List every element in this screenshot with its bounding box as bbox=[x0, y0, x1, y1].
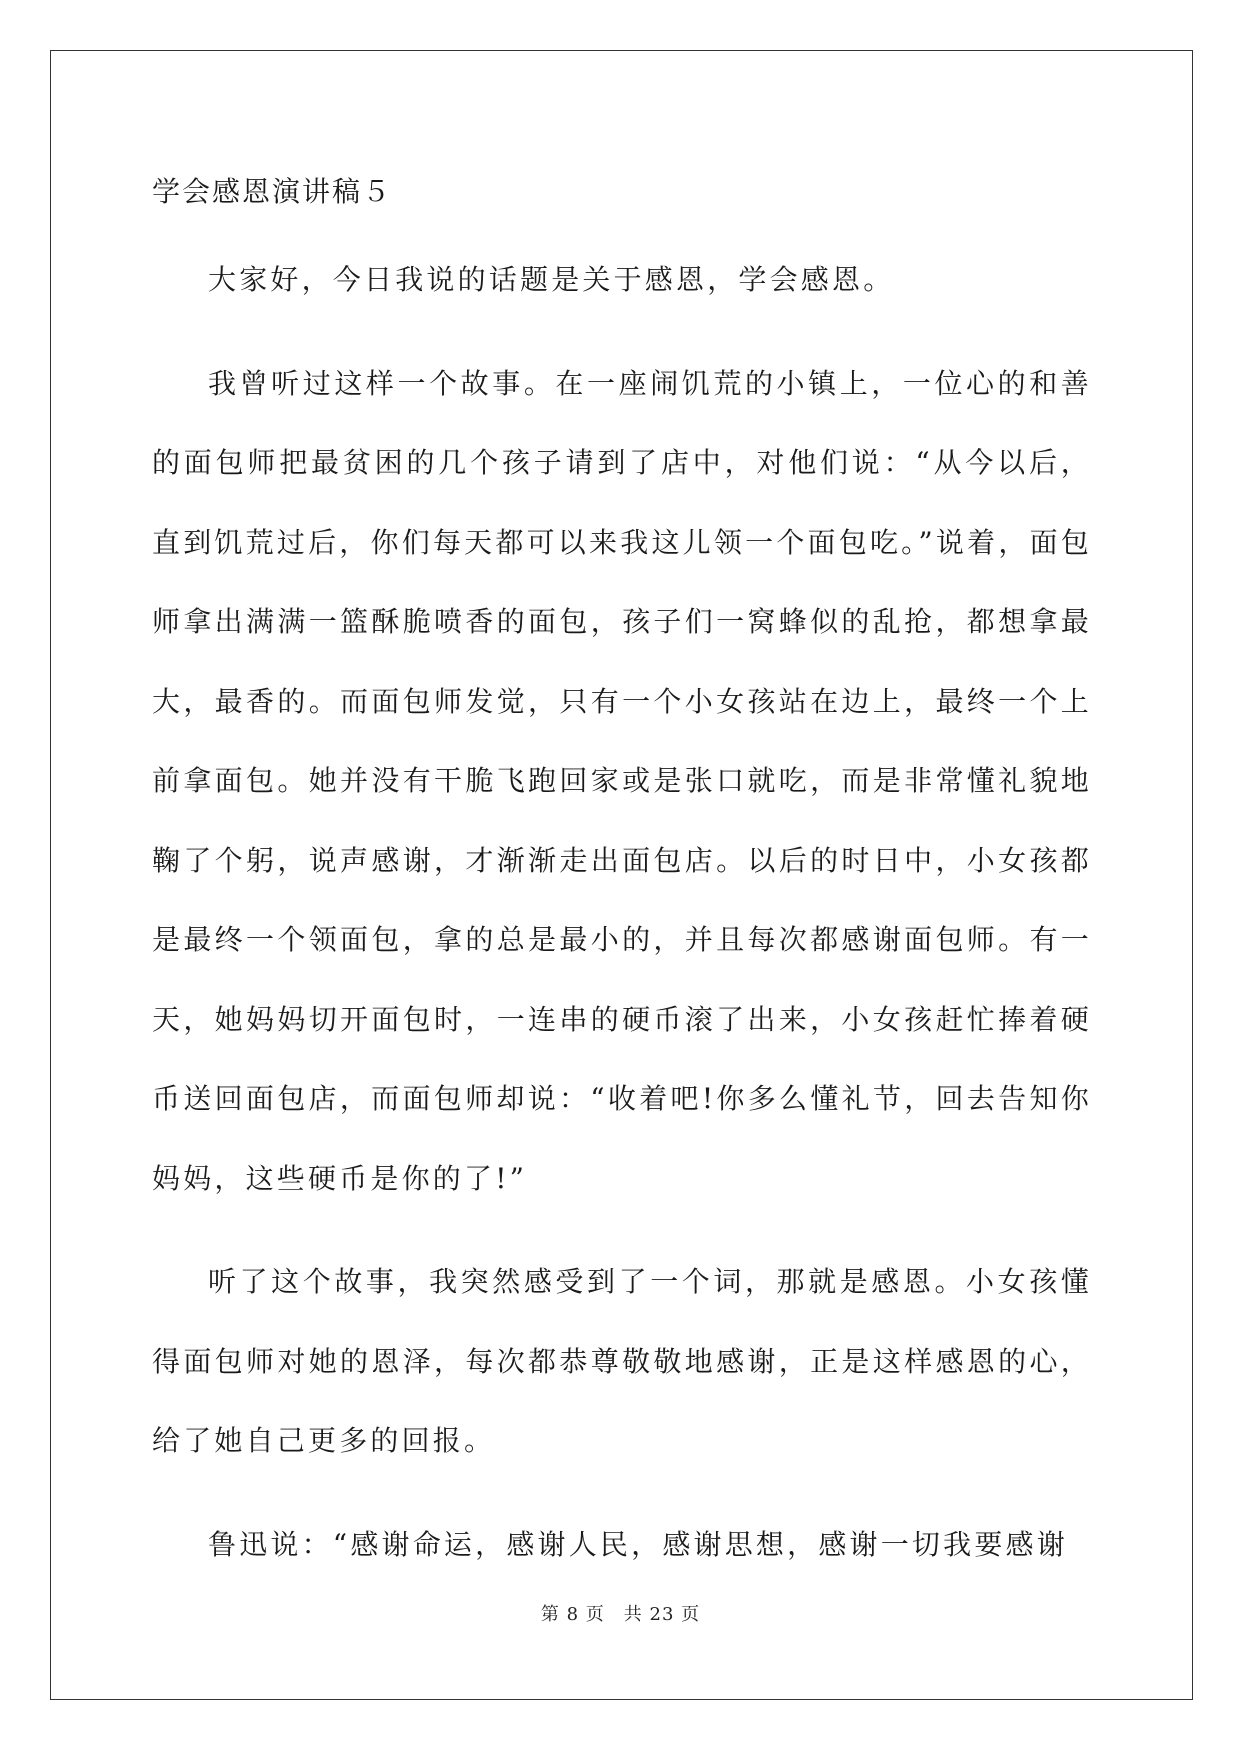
page-number-footer: 第 8 页 共 23 页 bbox=[540, 1604, 701, 1625]
paragraph-reflection: 听了这个故事，我突然感受到了一个词，那就是感恩。小女孩懂得面包师对她的恩泽，每次都恭尊敬敬地感谢，正是这样感恩的心，给了她自己更多的回报。 bbox=[152, 1265, 1092, 1457]
paragraph-story: 我曾听过这样一个故事。在一座闹饥荒的小镇上，一位心的和善的面包师把最贫困的几个孩子请到了店中，对他们说：“从今以后，直到饥荒过后，你们每天都可以来我这儿领一个面包吃。”说着，面包师拿出满满一篮酥脆喷香的面包，孩子们一窝蜂似的乱抢，都想拿最大，最香的。而面包师发觉，只有一个小女孩站在边上，最终一个上前拿面包。她并没有干脆飞跑回家或是张口就吃，而是非常懂礼貌地鞠了个躬，说声感谢，才渐渐走出面包店。以后的时日中，小女孩都是最终一个领面包，拿的总是最小的，并且每次都感谢面包师。有一天，她妈妈切开面包时，一连串的硬币滚了出来，小女孩赶忙捧着硬币送回面包店，而面包师却说：“收着吧!你多么懂礼节，回去告知你妈妈，这些硬币是你的了!” bbox=[152, 366, 1092, 1195]
document-title: 学会感恩演讲稿５ bbox=[152, 175, 393, 208]
document-body bbox=[152, 168, 1092, 1608]
paragraph-greeting: 大家好，今日我说的话题是关于感恩，学会感恩。 bbox=[208, 263, 895, 296]
paragraph-quote: 鲁迅说：“感谢命运，感谢人民，感谢思想，感谢一切我要感谢 bbox=[208, 1527, 1068, 1561]
